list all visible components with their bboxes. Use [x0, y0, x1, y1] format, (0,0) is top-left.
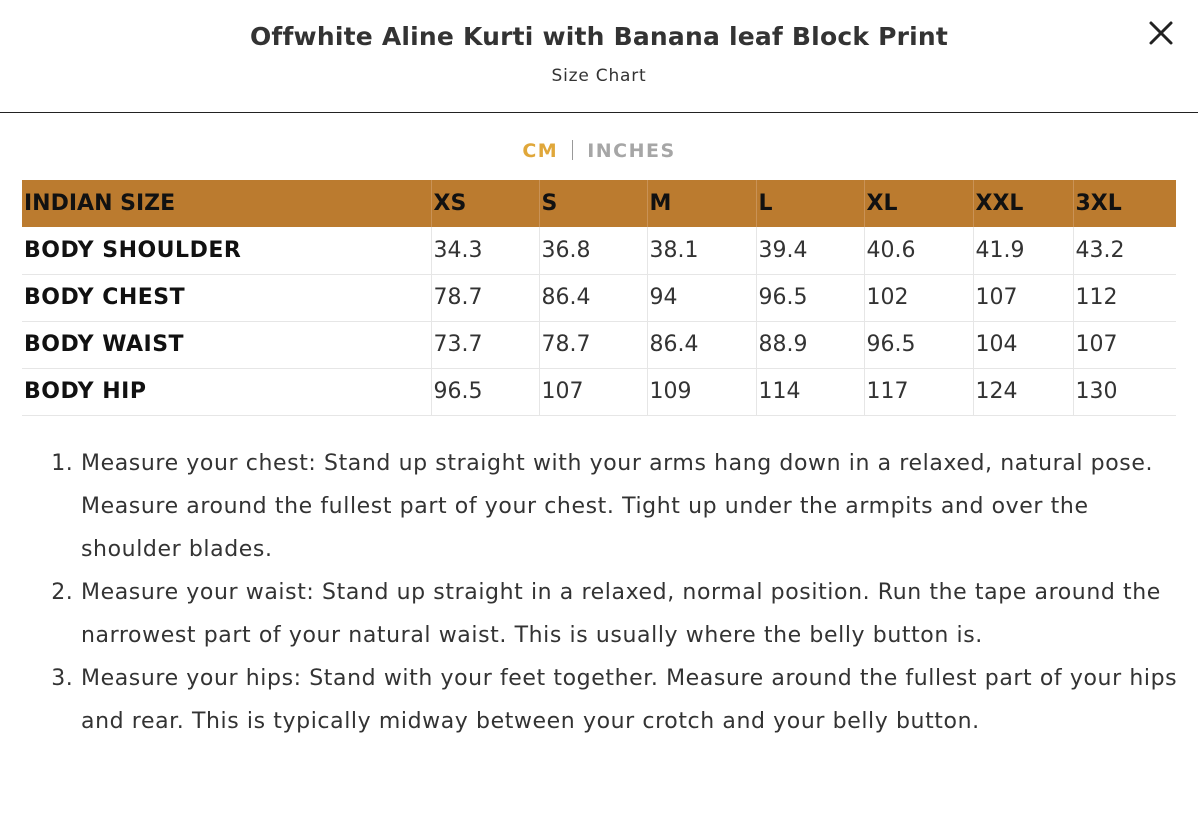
- row-label: BODY CHEST: [22, 274, 431, 321]
- table-cell: 114: [756, 368, 864, 415]
- table-cell: 38.1: [647, 227, 756, 274]
- instruction-item: 2. Measure your waist: Stand up straight in a relaxed, normal position. Run the tape around the narrowest part of your natural waist. This is usually where the belly button is.: [81, 571, 1178, 657]
- table-cell: 96.5: [431, 368, 539, 415]
- table-cell: 104: [973, 321, 1073, 368]
- column-header: XXL: [973, 180, 1073, 227]
- column-header: INDIAN SIZE: [22, 180, 431, 227]
- size-table: [22, 180, 1176, 416]
- table-cell: 94: [647, 274, 756, 321]
- column-header: M: [647, 180, 756, 227]
- column-header: 3XL: [1073, 180, 1176, 227]
- product-title: Offwhite Aline Kurti with Banana leaf Block Print: [249, 22, 949, 51]
- table-cell: 107: [539, 368, 647, 415]
- table-cell: 78.7: [431, 274, 539, 321]
- column-header: XS: [431, 180, 539, 227]
- table-row: [22, 321, 1176, 368]
- size-chart-subtitle: Size Chart: [551, 66, 647, 86]
- table-cell: 40.6: [864, 227, 973, 274]
- table-cell: 117: [864, 368, 973, 415]
- table-cell: 36.8: [539, 227, 647, 274]
- unit-toggle: [0, 140, 1198, 162]
- column-header: S: [539, 180, 647, 227]
- table-row: [22, 274, 1176, 321]
- row-label: BODY WAIST: [22, 321, 431, 368]
- table-cell: 96.5: [756, 274, 864, 321]
- table-cell: 86.4: [647, 321, 756, 368]
- table-cell: 41.9: [973, 227, 1073, 274]
- table-cell: 96.5: [864, 321, 973, 368]
- table-cell: 88.9: [756, 321, 864, 368]
- unit-divider: [572, 140, 573, 160]
- table-cell: 43.2: [1073, 227, 1176, 274]
- table-row: [22, 227, 1176, 274]
- instruction-item: 1. Measure your chest: Stand up straight with your arms hang down in a relaxed, natural pose. Measure around the fullest part of your chest. Tight up under the armpits and over the shoulder blades.: [81, 442, 1178, 571]
- table-cell: 124: [973, 368, 1073, 415]
- column-header: L: [756, 180, 864, 227]
- table-cell: 73.7: [431, 321, 539, 368]
- column-header: XL: [864, 180, 973, 227]
- close-icon: [1146, 18, 1176, 48]
- table-cell: 112: [1073, 274, 1176, 321]
- table-cell: 107: [973, 274, 1073, 321]
- table-cell: 130: [1073, 368, 1176, 415]
- unit-inches-tab[interactable]: INCHES: [587, 140, 676, 162]
- table-cell: 86.4: [539, 274, 647, 321]
- row-label: BODY SHOULDER: [22, 227, 431, 274]
- modal-header: [0, 0, 1198, 113]
- table-cell: 78.7: [539, 321, 647, 368]
- table-row: [22, 368, 1176, 415]
- table-cell: 107: [1073, 321, 1176, 368]
- table-cell: 39.4: [756, 227, 864, 274]
- unit-cm-tab[interactable]: CM: [522, 140, 559, 162]
- row-label: BODY HIP: [22, 368, 431, 415]
- table-header-row: [22, 180, 1176, 227]
- table-cell: 102: [864, 274, 973, 321]
- close-button[interactable]: [1146, 18, 1176, 48]
- instruction-item: 3. Measure your hips: Stand with your feet together. Measure around the fullest part of your hips and rear. This is typically midway between your crotch and your belly button.: [81, 657, 1178, 743]
- table-cell: 109: [647, 368, 756, 415]
- measurement-instructions: [46, 442, 1178, 743]
- table-cell: 34.3: [431, 227, 539, 274]
